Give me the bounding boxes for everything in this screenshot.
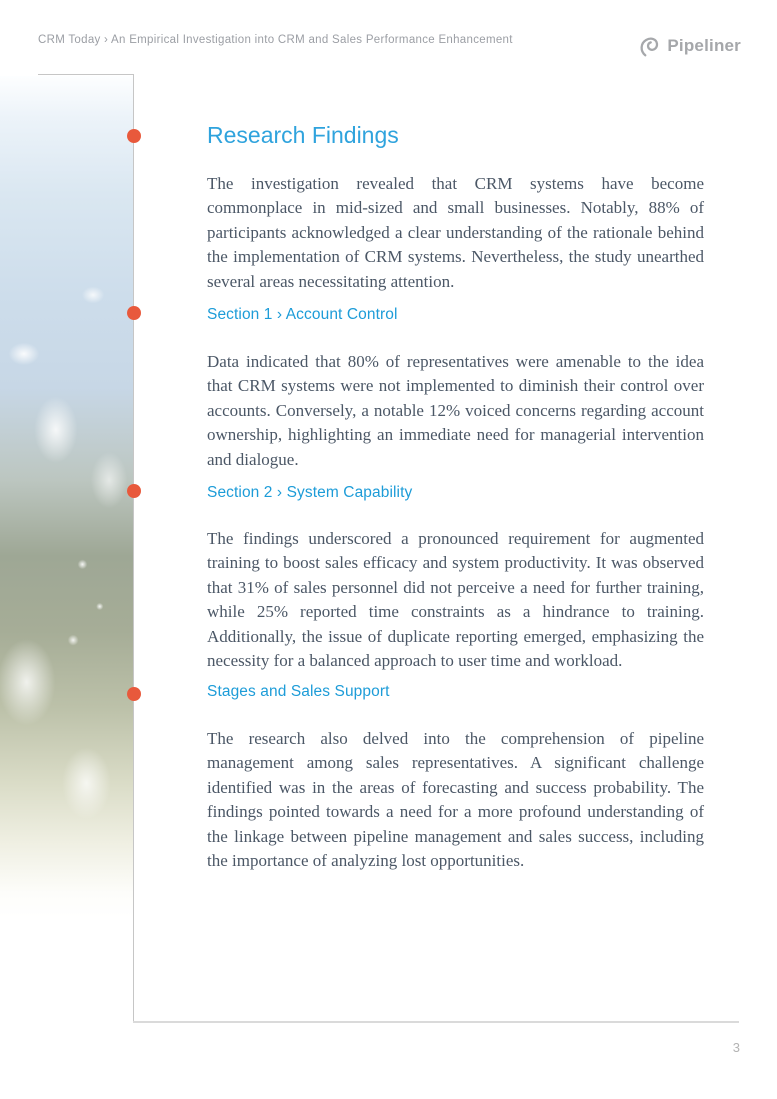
section-2-heading: Section 2 › System Capability	[207, 484, 413, 501]
section-2-paragraph: The findings underscored a pronounced requirement for augmented training to boost sales efficacy and system productivity. It was observed that 31% of sales personnel did not perceive a need for further training, while 25% reported time constraints as a hindrance to training. Additionally, the issue of duplicate reporting emerged, emphasizing the necessity for a balanced approach to user time and workload.	[207, 529, 704, 671]
decorative-side-image	[0, 76, 133, 918]
page-number: 3	[732, 1040, 740, 1055]
pipeliner-logo	[638, 35, 741, 57]
brand-name: Pipeliner	[667, 36, 741, 55]
intro-paragraph: The investigation revealed that CRM systems have become commonplace in mid-sized and small businesses. Notably, 88% of participants acknowledged a clear understanding of the rationale behind the implementation of CRM systems. Nevertheless, the study unearthed several areas necessitating attention.	[207, 174, 704, 291]
section-3-heading: Stages and Sales Support	[207, 683, 390, 700]
section-bullet-dot	[127, 484, 141, 498]
section-1-paragraph: Data indicated that 80% of representatives were amenable to the idea that CRM systems were not implemented to diminish their control over accounts. Conversely, a notable 12% voiced concerns regarding account ownership, highlighting an immediate need for managerial intervention and dialogue.	[207, 352, 704, 469]
section-bullet-dot	[127, 306, 141, 320]
top-rule	[38, 74, 133, 75]
section-1-heading: Section 1 › Account Control	[207, 306, 398, 323]
section-3-paragraph: The research also delved into the comprehension of pipeline management among sales representatives. A significant challenge identified was in the areas of forecasting and success probability. The findings pointed towards a need for a more profound understanding of the linkage between pipeline management and sales success, including the importance of analyzing lost opportunities.	[207, 729, 704, 871]
bottom-rule	[133, 1021, 739, 1023]
page-title: Research Findings	[207, 122, 399, 148]
pipeliner-swirl-icon	[638, 35, 662, 57]
breadcrumb: CRM Today › An Empirical Investigation into CRM and Sales Performance Enhancement	[38, 34, 513, 46]
section-bullet-dot	[127, 129, 141, 143]
section-bullet-dot	[127, 687, 141, 701]
vertical-rule	[133, 74, 134, 1022]
